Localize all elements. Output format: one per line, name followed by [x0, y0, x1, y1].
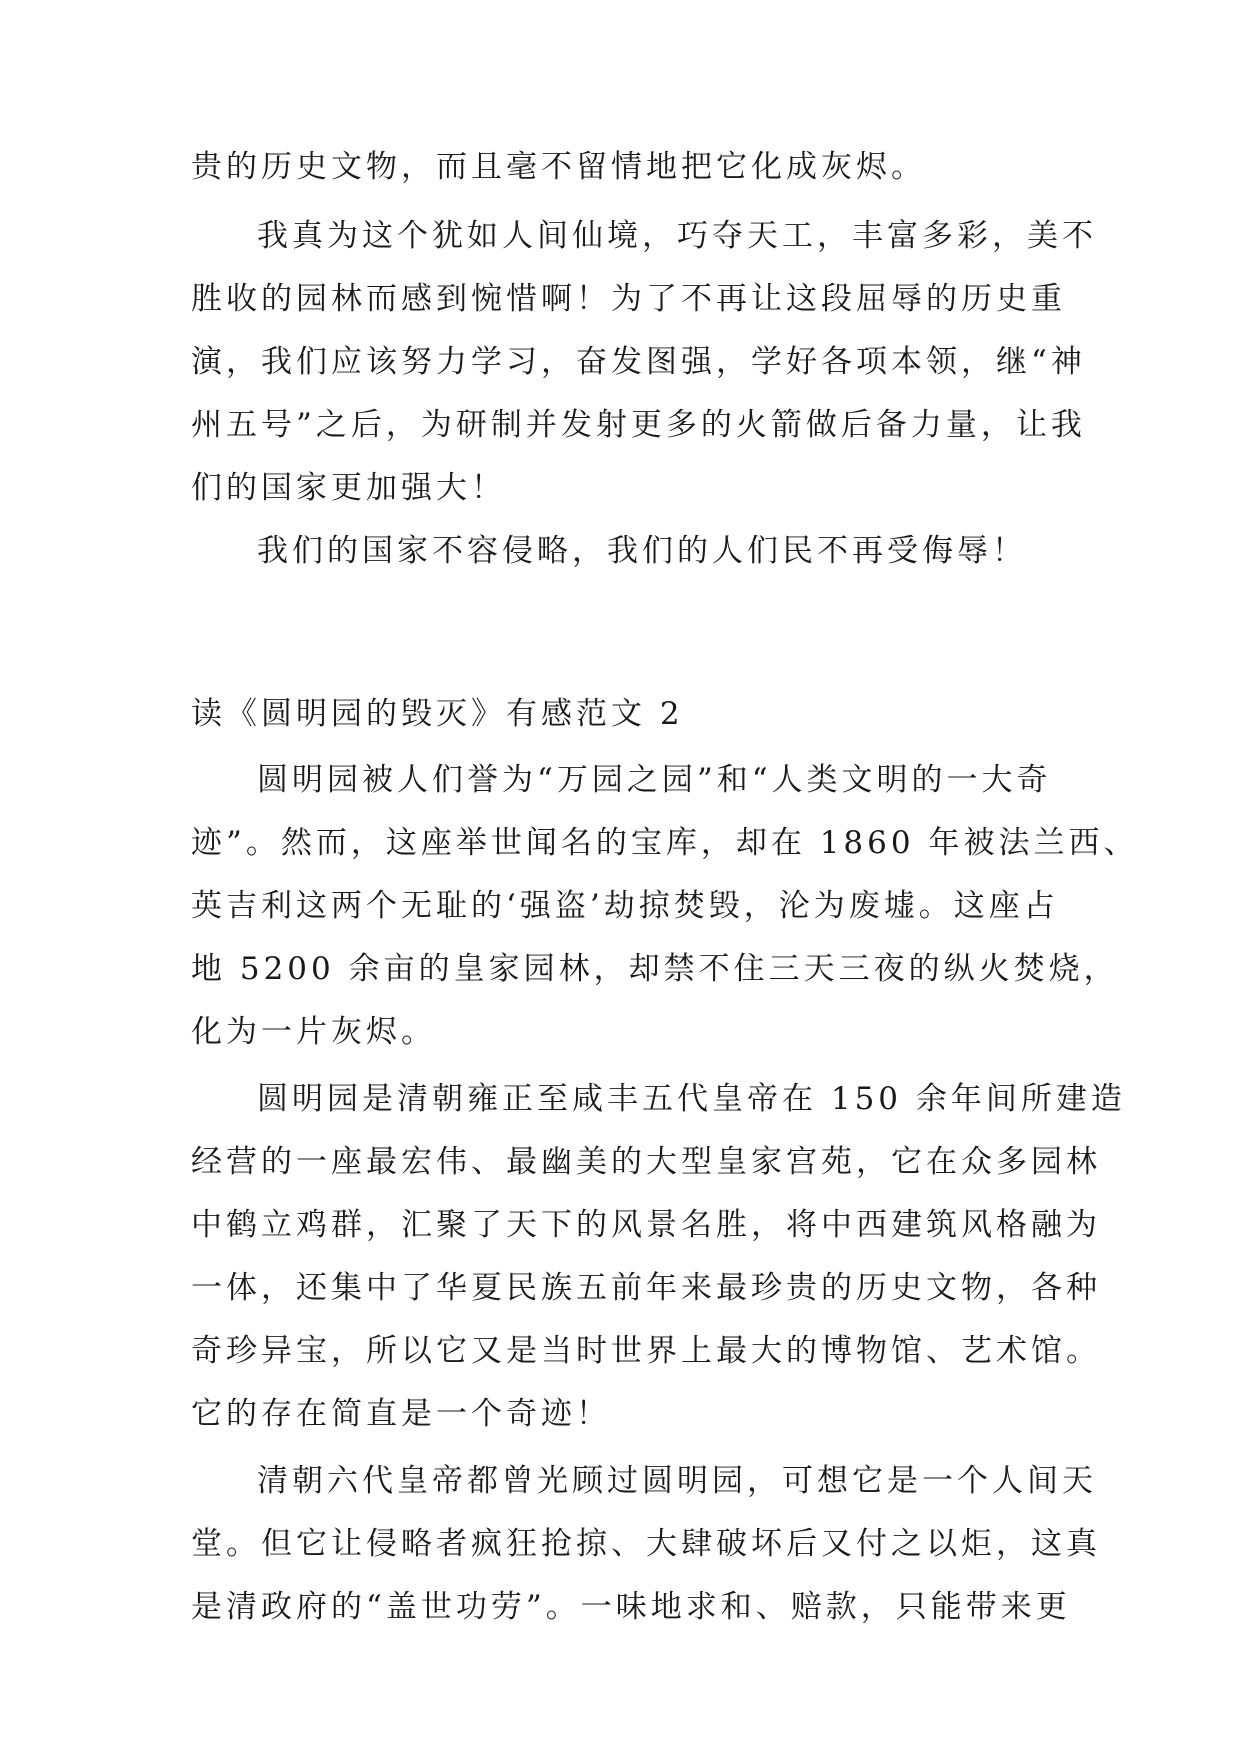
text-line-13: 化为一片灰烬。	[191, 1014, 436, 1050]
text-line-1: 贵的历史文物，而且毫不留情地把它化成灰烬。	[191, 149, 926, 185]
section-heading: 读《圆明园的毁灭》有感范文 2	[191, 696, 684, 732]
text-line-5: 州五号”之后，为研制并发射更多的火箭做后备力量，让我	[191, 407, 1086, 443]
text-line-10: 迹”。然而，这座举世闻名的宝库，却在 1860 年被法兰西、	[191, 825, 1139, 861]
text-line-9: 圆明园被人们誉为“万园之园”和“人类文明的一大奇	[257, 762, 1052, 798]
text-line-15: 经营的一座最宏伟、最幽美的大型皇家宫苑，它在众多园林	[191, 1144, 1101, 1180]
text-line-22: 是清政府的“盖世功劳”。一味地求和、赔款，只能带来更	[191, 1589, 1071, 1625]
text-line-3: 胜收的园林而感到惋惜啊！为了不再让这段屈辱的历史重	[191, 281, 1066, 317]
text-line-7: 我们的国家不容侵略，我们的人们民不再受侮辱！	[257, 533, 1027, 569]
text-line-17: 一体，还集中了华夏民族五前年来最珍贵的历史文物，各种	[191, 1270, 1101, 1306]
text-line-20: 清朝六代皇帝都曾光顾过圆明园，可想它是一个人间天	[257, 1463, 1097, 1499]
text-line-14: 圆明园是清朝雍正至咸丰五代皇帝在 150 余年间所建造	[257, 1081, 1126, 1117]
text-line-2: 我真为这个犹如人间仙境，巧夺天工，丰富多彩，美不	[257, 218, 1097, 254]
text-line-19: 它的存在简直是一个奇迹！	[191, 1396, 611, 1432]
text-line-21: 堂。但它让侵略者疯狂抢掠、大肆破坏后又付之以炬，这真	[191, 1526, 1101, 1562]
text-line-18: 奇珍异宝，所以它又是当时世界上最大的博物馆、艺术馆。	[191, 1333, 1101, 1369]
text-line-16: 中鹤立鸡群，汇聚了天下的风景名胜，将中西建筑风格融为	[191, 1207, 1101, 1243]
text-line-12: 地 5200 余亩的皇家园林，却禁不住三天三夜的纵火焚烧，	[191, 951, 1119, 987]
text-line-11: 英吉利这两个无耻的‘强盗’劫掠焚毁，沦为废墟。这座占	[191, 888, 1059, 924]
text-line-6: 们的国家更加强大！	[191, 470, 506, 506]
text-line-4: 演，我们应该努力学习，奋发图强，学好各项本领，继“神	[191, 344, 1086, 380]
